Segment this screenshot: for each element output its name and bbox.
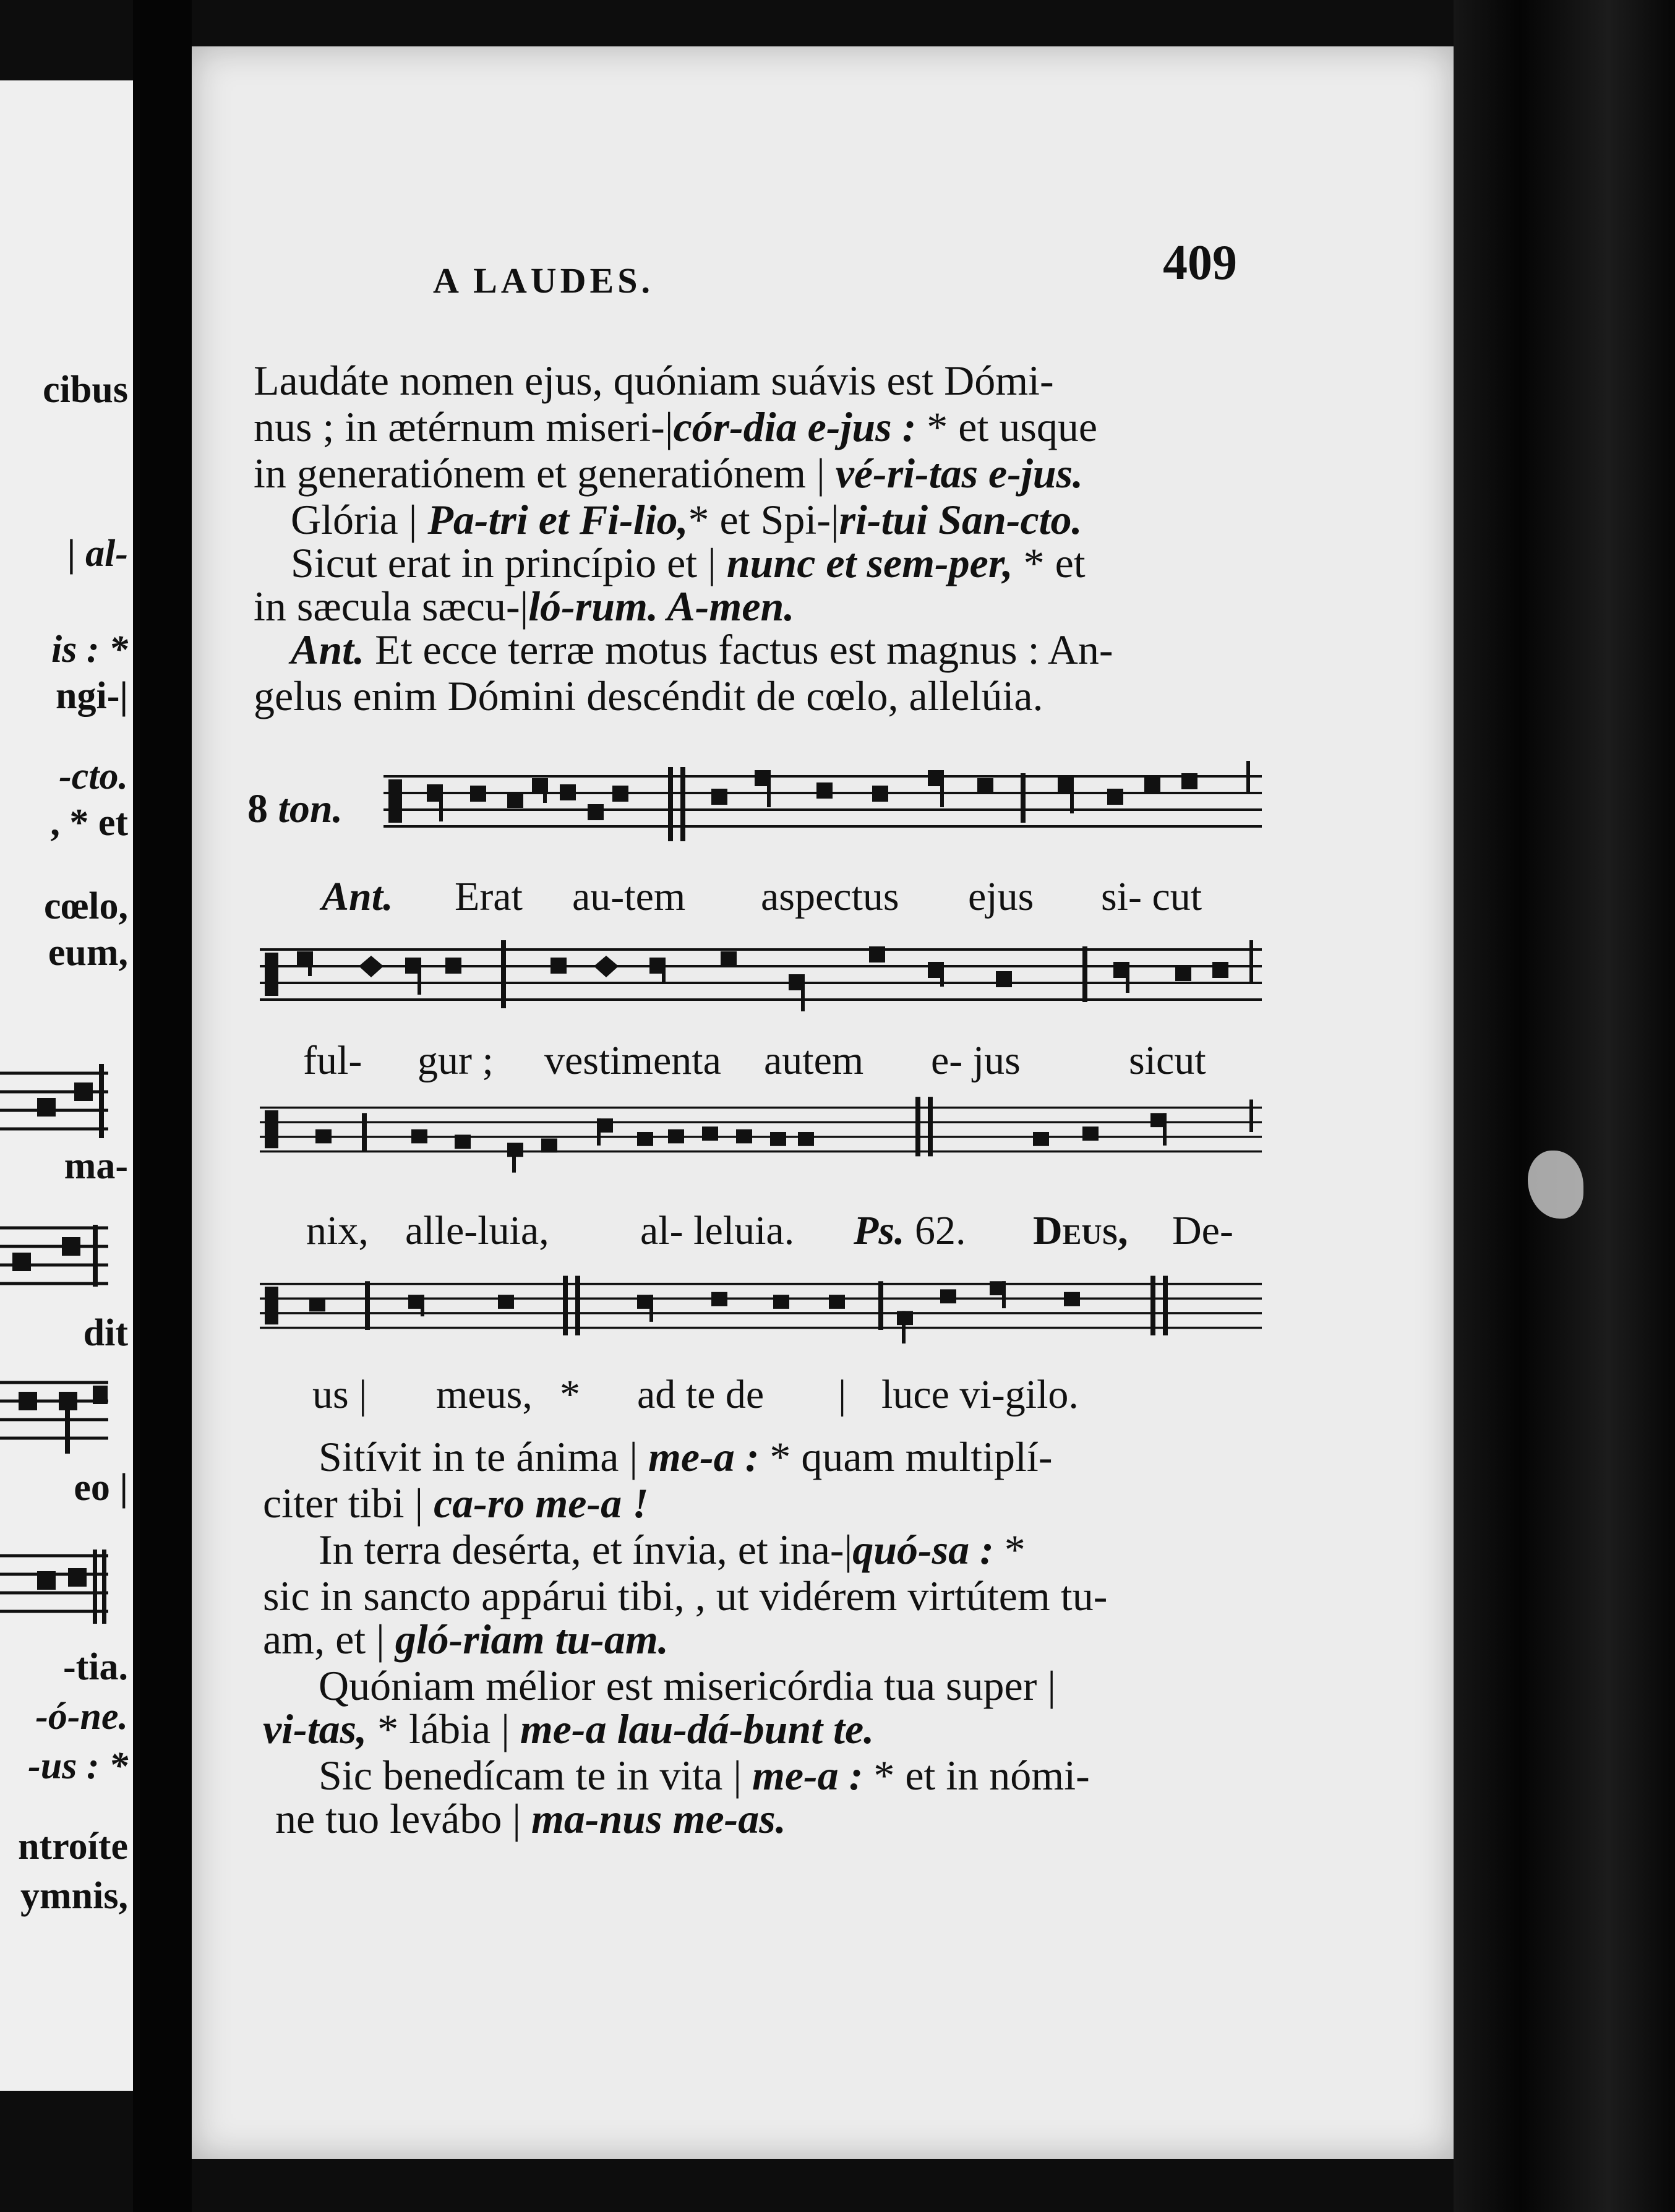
lyric-syllable: *	[560, 1372, 580, 1417]
text-line: ne tuo levábo | ma-nus me-as.	[275, 1795, 786, 1842]
lyric-syllable: si- cut	[1101, 874, 1202, 919]
left-fragment-text: eum,	[48, 932, 128, 974]
lyric-syllable: vestimenta	[544, 1038, 721, 1083]
lyric-syllable: Erat	[455, 874, 523, 919]
left-fragment-text: | al-	[67, 533, 128, 575]
left-fragment-text: -cto.	[59, 755, 128, 797]
lyric-syllable: gur ;	[418, 1038, 494, 1083]
left-fragment-text: ntroíte	[18, 1825, 128, 1867]
music-staff-1	[383, 755, 1262, 841]
text-line: Glória | Pa-tri et Fi-lio,* et Spi-|ri-tui San-cto.	[291, 496, 1082, 543]
mode-label: 8 ton.	[247, 786, 343, 831]
lyric-syllable: autem	[764, 1038, 864, 1083]
lyric-syllable: al- leluia.	[640, 1208, 795, 1253]
text-line: vi-tas, * lábia | me-a lau-dá-bunt te.	[263, 1705, 875, 1752]
lyric-syllable: nix,	[306, 1208, 369, 1253]
text-line: in sæcula sæcu-|ló-rum. A-men.	[254, 583, 795, 630]
text-line: Sitívit in te ánima | me-a : * quam multiplí-	[319, 1433, 1053, 1480]
left-fragment-text: dit	[83, 1312, 128, 1354]
left-fragment-text: , * et	[50, 802, 128, 844]
running-header: A LAUDES.	[433, 260, 654, 301]
lyric-syllable: us |	[312, 1372, 367, 1417]
lyric-syllable: meus,	[436, 1372, 533, 1417]
paper-scrap	[1528, 1151, 1583, 1219]
lyric-syllable: au-tem	[572, 874, 686, 919]
lyric-syllable: ad te de	[637, 1372, 765, 1417]
text-line: In terra desérta, et ínvia, et ina-|quó-sa : *	[319, 1526, 1026, 1573]
text-line: citer tibi | ca-ro me-a !	[263, 1480, 649, 1527]
music-staff-4	[260, 1265, 1262, 1352]
lyric-syllable: e- jus	[931, 1038, 1021, 1083]
left-fragment-text: ngi-|	[55, 675, 128, 717]
text-line: Sicut erat in princípio et | nunc et sem-per, * et	[291, 539, 1086, 586]
left-fragment-text: eo |	[74, 1467, 128, 1509]
text-line: nus ; in ætérnum miseri-|cór-dia e-jus : * et usque	[254, 403, 1097, 450]
text-line: sic in sancto appárui tibi, , ut vidérem virtútem tu-	[263, 1572, 1108, 1619]
text-line: Laudáte nomen ejus, quóniam suávis est Dómi-	[254, 357, 1054, 404]
lyric-syllable: sicut	[1129, 1038, 1206, 1083]
music-staff-2	[260, 928, 1262, 1014]
left-fragment-text: -us : *	[28, 1745, 128, 1787]
text-line: in generatiónem et generatiónem | vé-ri-tas e-jus.	[254, 450, 1084, 497]
psalm-reference: Ps. 62.	[854, 1208, 966, 1253]
left-fragment-text: cœlo,	[43, 885, 128, 927]
staff-fragment	[0, 1064, 111, 1138]
book-gutter	[133, 0, 192, 2212]
text-line: Ant. Et ecce terræ motus factus est magnus : An-	[291, 626, 1113, 673]
text-line: Sic benedícam te in vita | me-a : * et in nómi-	[319, 1752, 1090, 1799]
page-number: 409	[1163, 236, 1237, 290]
antiphon-label: Ant.	[322, 874, 393, 919]
text-line: gelus enim Dómini descéndit de cœlo, allelúia.	[254, 672, 1043, 719]
staff-fragment	[0, 1373, 111, 1454]
left-fragment-text: -ó-ne.	[35, 1695, 128, 1738]
lyric-syllable: |	[838, 1372, 847, 1417]
text-line: am, et | gló-riam tu-am.	[263, 1616, 669, 1663]
staff-fragment	[0, 1219, 111, 1293]
left-fragment-text: -tia.	[62, 1646, 128, 1688]
left-fragment-text: ymnis,	[20, 1875, 128, 1917]
lyric-syllable: luce vi-gilo.	[881, 1372, 1079, 1417]
lyric-syllable: alle-luia,	[405, 1208, 549, 1253]
left-fragment-text: cibus	[43, 369, 128, 411]
left-fragment-text: ma-	[64, 1145, 128, 1187]
lyric-syllable: aspectus	[761, 874, 899, 919]
text-line: Quóniam mélior est misericórdia tua super |	[319, 1662, 1056, 1709]
left-page-fragment	[0, 80, 133, 2091]
lyric-syllable: ejus	[968, 874, 1034, 919]
staff-fragment	[0, 1546, 111, 1627]
left-fragment-text: is : *	[51, 628, 128, 671]
incipit-word: Deus,	[1033, 1208, 1128, 1253]
lyric-syllable: De-	[1172, 1208, 1233, 1253]
book-edge	[1454, 0, 1675, 2212]
music-staff-3	[260, 1089, 1262, 1175]
lyric-syllable: ful-	[303, 1038, 362, 1083]
